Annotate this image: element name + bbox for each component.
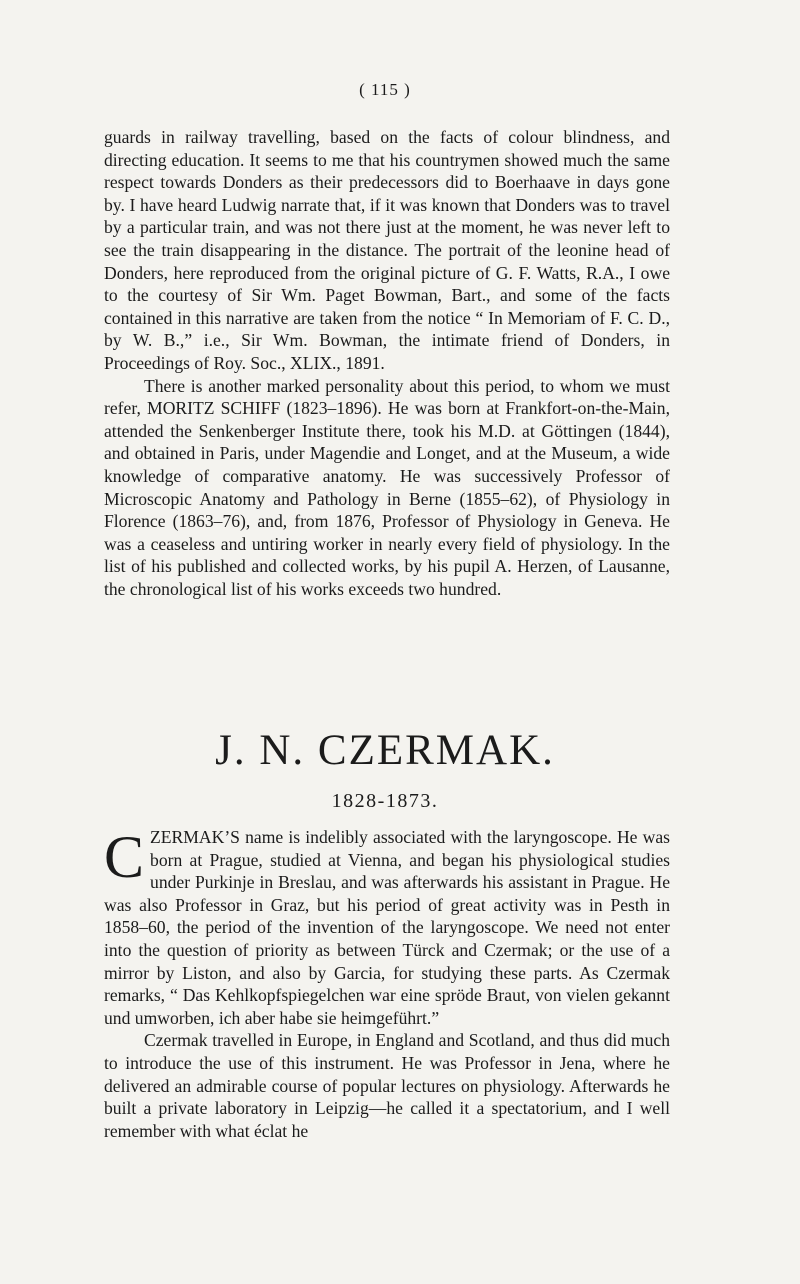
paragraph-czermak-intro	[104, 826, 670, 1029]
section-title: J. N. CZERMAK.	[215, 727, 555, 774]
czermak-text-block	[104, 826, 670, 1142]
paragraph-czermak-travels: Czermak travelled in Europe, in England and Scotland, and thus did much to introduce the use of this instrument. He was Professor in Jena, where he delivered an admirable course of popular lectures on physiology. Afterwards he built a private laboratory in Leipzig—he called it a spectatorium, and I well remember with what éclat he	[104, 1030, 670, 1141]
drop-cap: C	[104, 824, 145, 890]
paragraph-donders: guards in railway travelling, based on the facts of colour blindness, and directing education. It seems to me that his countrymen showed much the same respect towards Donders as their predecessors did to Boerhaave in days gone by. I have heard Ludwig narrate that, if it was known that Donders was to travel by a particular train, and was not there just at the moment, he was never left to see the train disappearing in the distance. The portrait of the leonine head of Donders, here reproduced from the original picture of G. F. Watts, R.A., I owe to the courtesy of Sir Wm. Paget Bowman, Bart., and some of the facts contained in this narrative are taken from the notice “ In Memoriam of F. C. D., by W. B.,” i.e., Sir Wm. Bowman, the intimate friend of Donders, in Proceedings of Roy. Soc., XLIX., 1891.	[104, 127, 670, 373]
paragraph-schiff: There is another marked personality about this period, to whom we must refer, MORITZ SCHIFF (1823–1896). He was born at Frankfort-on-the-Main, attended the Senkenberger Institute there, took his M.D. at Göttingen (1844), and obtained in Paris, under Magendie and Longet, and at the Museum, a wide knowledge of comparative anatomy. He was successively Professor of Microscopic Anatomy and Pathology in Berne (1855–62), of Physiology in Florence (1863–76), and, from 1876, Professor of Physiology in Geneva. He was a ceaseless and untiring worker in nearly every field of physiology. In the list of his published and collected works, by his pupil A. Herzen, of Lausanne, the chronological list of his works exceeds two hundred.	[104, 375, 670, 599]
top-text-block	[104, 126, 670, 600]
page-number: ( 115 )	[359, 80, 411, 99]
section-dates: 1828-1873.	[331, 790, 439, 812]
paragraph-czermak-intro-text: ZERMAK’S name is indelibly associated with the laryngoscope. He was born at Prague, studied at Vienna, and began his physiological studies under Purkinje in Breslau, and was afterwards his assistant in Prague. He was also Professor in Graz, but his period of great activity was in Pesth in 1858–60, the period of the invention of the laryngoscope. We need not enter into the question of priority as between Türck and Czermak; or the use of a mirror by Liston, and also by Garcia, for studying these parts. As Czermak remarks, “ Das Kehlkopfspiegelchen war eine spröde Braut, von vielen gekannt und umworben, ich aber habe sie heimgeführt.”	[104, 827, 670, 1028]
